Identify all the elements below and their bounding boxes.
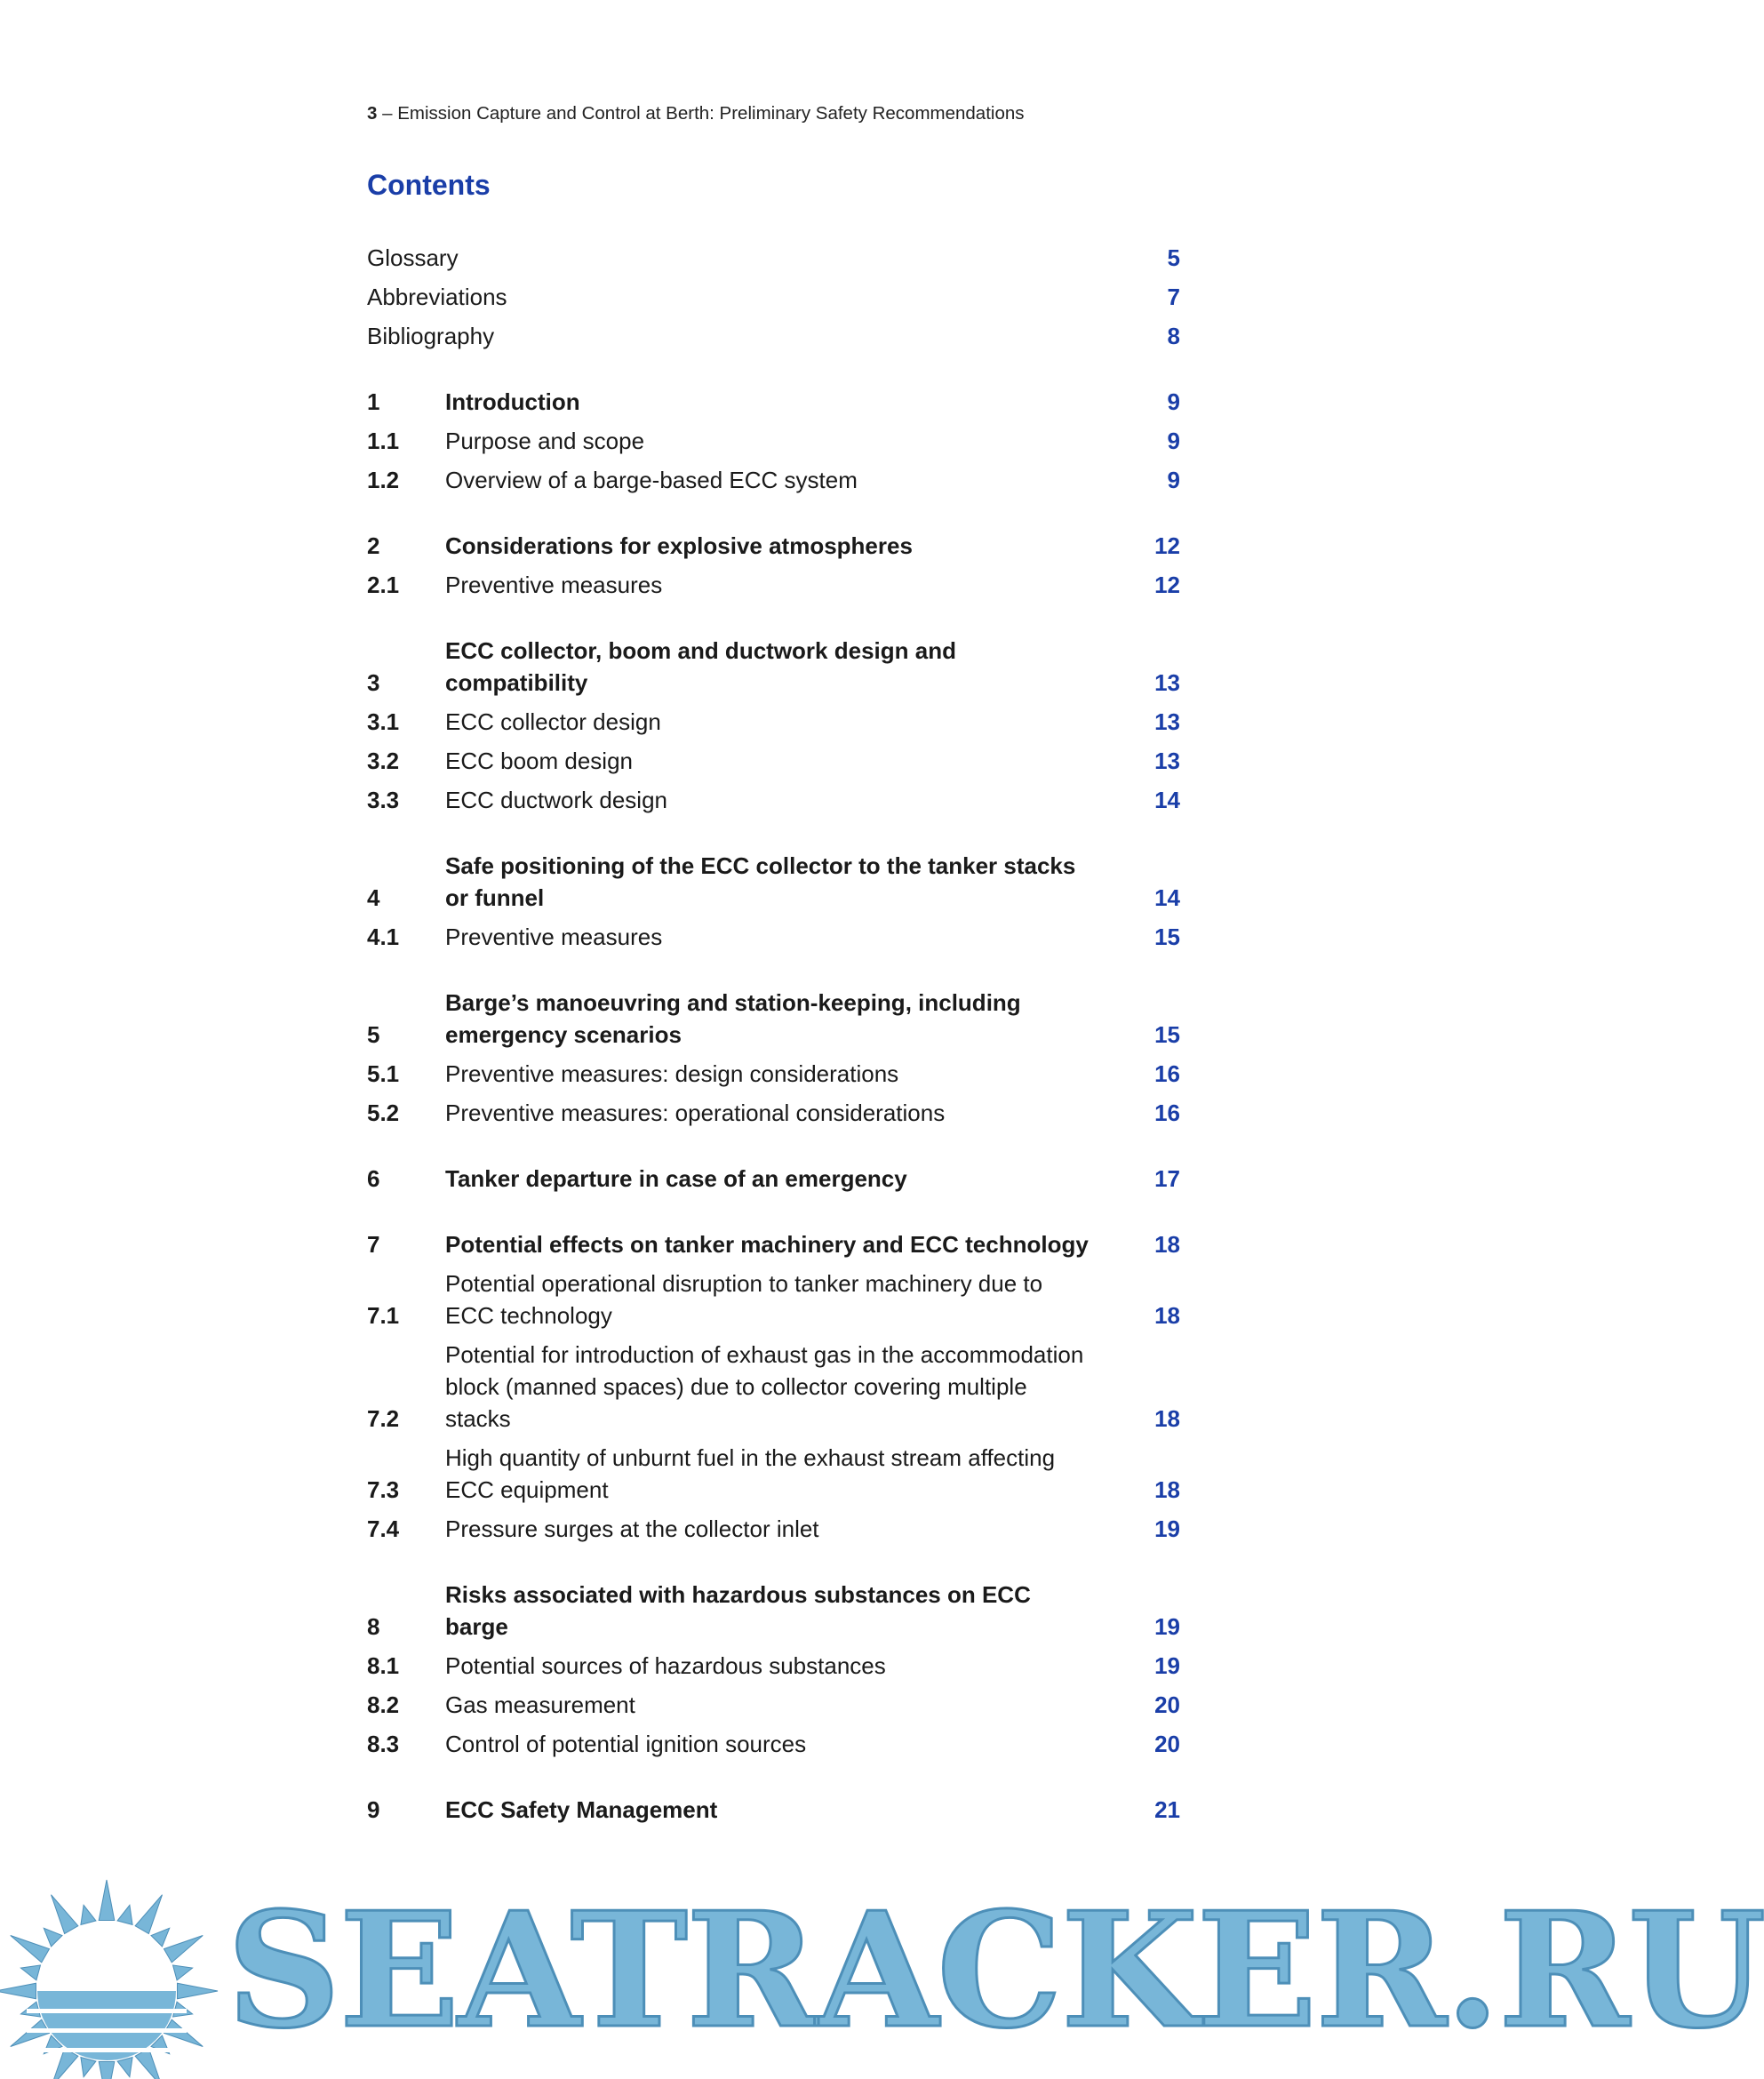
toc-chapter-entry[interactable]	[367, 1163, 1180, 1195]
toc-entry-title: Safe positioning of the ECC collector to the tanker stacks or funnel	[445, 852, 1076, 911]
toc-entry-title: Introduction	[445, 388, 580, 415]
toc-entry-page: 20	[1154, 1731, 1180, 1757]
table-of-contents	[367, 242, 1180, 1859]
toc-subsection-entry[interactable]	[367, 1442, 1180, 1506]
toc-entry-number: 6	[367, 1165, 380, 1192]
toc-entry-page: 18	[1154, 1405, 1180, 1432]
toc-entry[interactable]	[367, 242, 1180, 274]
toc-subsection-entry[interactable]	[367, 1513, 1180, 1545]
toc-entry-page: 14	[1154, 884, 1180, 911]
toc-entry-page: 9	[1167, 388, 1180, 415]
toc-section-group	[367, 386, 1180, 496]
toc-entry-page: 5	[1167, 244, 1180, 271]
toc-chapter-entry[interactable]	[367, 850, 1180, 914]
toc-section-group	[367, 850, 1180, 953]
toc-entry-title: Tanker departure in case of an emergency	[445, 1165, 907, 1192]
sun-ray	[81, 2058, 96, 2077]
toc-entry-page: 13	[1154, 708, 1180, 735]
toc-subsection-entry[interactable]	[367, 1728, 1180, 1760]
toc-entry-page: 9	[1167, 428, 1180, 454]
sun-ray	[81, 1905, 96, 1924]
toc-entry-title: Risks associated with hazardous substances on ECC barge	[445, 1581, 1031, 1640]
toc-entry-number: 8.3	[367, 1731, 400, 1757]
header-page-number: 3	[367, 103, 378, 124]
sun-ray	[164, 1936, 203, 1963]
toc-subsection-entry[interactable]	[367, 425, 1180, 457]
toc-entry-title: Potential operational disruption to tanker machinery due to ECC technology	[445, 1270, 1043, 1329]
toc-entry-number: 2	[367, 532, 380, 559]
toc-chapter-entry[interactable]	[367, 1228, 1180, 1260]
toc-entry-number: 4.1	[367, 924, 400, 950]
sun-ray	[178, 1983, 218, 1999]
toc-section-group	[367, 1794, 1180, 1826]
toc-entry-number: 7.2	[367, 1405, 400, 1432]
toc-chapter-entry[interactable]	[367, 1794, 1180, 1826]
toc-entry-title: ECC collector, boom and ductwork design and compatibility	[445, 637, 956, 696]
toc-entry-number: 3.2	[367, 748, 400, 774]
toc-subsection-entry[interactable]	[367, 1689, 1180, 1721]
toc-subsection-entry[interactable]	[367, 745, 1180, 777]
toc-entry-number: 7.1	[367, 1302, 400, 1329]
toc-entry-number: 7.3	[367, 1476, 400, 1503]
sun-ray	[117, 1905, 132, 1924]
toc-subsection-entry[interactable]	[367, 784, 1180, 816]
toc-subsection-entry[interactable]	[367, 921, 1180, 953]
toc-entry-page: 9	[1167, 467, 1180, 493]
toc-subsection-entry[interactable]	[367, 569, 1180, 601]
toc-section-group	[367, 530, 1180, 601]
toc-entry-number: 1.1	[367, 428, 400, 454]
toc-entry-title: Potential effects on tanker machinery and ECC technology	[445, 1231, 1089, 1258]
toc-entry-number: 9	[367, 1796, 380, 1823]
toc-section-group	[367, 1163, 1180, 1195]
toc-subsection-entry[interactable]	[367, 464, 1180, 496]
toc-entry-title: ECC Safety Management	[445, 1796, 718, 1823]
toc-sections	[367, 386, 1180, 1826]
toc-chapter-entry[interactable]	[367, 1579, 1180, 1643]
toc-entry-number: 7.4	[367, 1515, 400, 1542]
toc-entry-page: 19	[1154, 1515, 1180, 1542]
toc-entry-number: 1.2	[367, 467, 400, 493]
sun-ray	[99, 2062, 115, 2079]
toc-entry-number: 3.1	[367, 708, 400, 735]
toc-entry-page: 8	[1167, 323, 1180, 349]
toc-subsection-entry[interactable]	[367, 1097, 1180, 1129]
toc-entry-page: 18	[1154, 1476, 1180, 1503]
toc-entry-number: 4	[367, 884, 380, 911]
toc-entry-page: 13	[1154, 669, 1180, 696]
toc-entry-title: Preventive measures	[445, 924, 663, 950]
toc-entry-page: 15	[1154, 1021, 1180, 1048]
toc-entry-title: Purpose and scope	[445, 428, 645, 454]
toc-section-group	[367, 1579, 1180, 1760]
toc-entry-number: 1	[367, 388, 380, 415]
toc-entry-page: 18	[1154, 1302, 1180, 1329]
sun-ray	[52, 1895, 78, 1934]
toc-section-group	[367, 987, 1180, 1129]
sun-ray	[52, 2048, 78, 2079]
toc-front-matter	[367, 242, 1180, 352]
toc-entry-title: Barge’s manoeuvring and station-keeping, including emergency scenarios	[445, 989, 1021, 1048]
toc-chapter-entry[interactable]	[367, 987, 1180, 1051]
toc-entry-page: 14	[1154, 787, 1180, 813]
toc-entry-number: 8.1	[367, 1652, 400, 1679]
toc-entry-number: 3.3	[367, 787, 400, 813]
sun-ray	[135, 1895, 162, 1934]
sun-ray	[164, 2019, 203, 2046]
sun-ray	[99, 1880, 115, 1920]
toc-entry[interactable]	[367, 320, 1180, 352]
sun-ray	[20, 1965, 40, 1980]
toc-entry-number: 7	[367, 1231, 380, 1258]
toc-chapter-entry[interactable]	[367, 530, 1180, 562]
toc-entry-page: 12	[1154, 572, 1180, 598]
sun-ray	[173, 1965, 193, 1980]
toc-entry-number: 8	[367, 1613, 380, 1640]
toc-section-group	[367, 635, 1180, 816]
toc-subsection-entry[interactable]	[367, 1058, 1180, 1090]
toc-entry-page: 21	[1154, 1796, 1180, 1823]
toc-entry-number: 3	[367, 669, 380, 696]
toc-entry-title: Abbreviations	[367, 284, 507, 310]
toc-entry-page: 16	[1154, 1060, 1180, 1087]
toc-entry-title: ECC collector design	[445, 708, 661, 735]
toc-entry-title: Control of potential ignition sources	[445, 1731, 807, 1757]
toc-entry-title: High quantity of unburnt fuel in the exhaust stream affecting ECC equipment	[445, 1444, 1056, 1503]
toc-entry-title: Preventive measures	[445, 572, 663, 598]
toc-entry-title: Preventive measures: design considerations	[445, 1060, 899, 1087]
running-header	[367, 103, 1025, 124]
sun-ray	[117, 2058, 132, 2077]
toc-chapter-entry[interactable]	[367, 635, 1180, 699]
sun-ray	[11, 2019, 50, 2046]
toc-entry-title: Potential sources of hazardous substances	[445, 1652, 886, 1679]
watermark-text: SEATRACKER.RU	[227, 1877, 1764, 2063]
toc-entry-page: 7	[1167, 284, 1180, 310]
sun-ray	[11, 1936, 50, 1963]
toc-entry-number: 8.2	[367, 1691, 400, 1718]
toc-entry-page: 16	[1154, 1099, 1180, 1126]
toc-entry-title: Glossary	[367, 244, 459, 271]
page-title: Contents	[367, 169, 491, 201]
toc-entry-page: 13	[1154, 748, 1180, 774]
toc-chapter-entry[interactable]	[367, 386, 1180, 418]
toc-entry-page: 18	[1154, 1231, 1180, 1258]
sun-ray	[0, 1983, 36, 1999]
toc-entry-title: Pressure surges at the collector inlet	[445, 1515, 819, 1542]
toc-entry-number: 5	[367, 1021, 380, 1048]
toc-entry[interactable]	[367, 281, 1180, 313]
sun-ray	[135, 2048, 162, 2079]
toc-subsection-entry[interactable]	[367, 1267, 1180, 1331]
toc-entry-title: Overview of a barge-based ECC system	[445, 467, 858, 493]
toc-entry-page: 20	[1154, 1691, 1180, 1718]
toc-entry-title: Potential for introduction of exhaust gas in the accommodation block (manned spaces) due to collector covering multiple stacks	[445, 1341, 1084, 1432]
toc-subsection-entry[interactable]	[367, 1339, 1180, 1435]
toc-entry-title: Gas measurement	[445, 1691, 635, 1718]
toc-entry-number: 2.1	[367, 572, 400, 598]
toc-entry-title: Considerations for explosive atmospheres	[445, 532, 913, 559]
header-doc-title: Emission Capture and Control at Berth: Preliminary Safety Recommendations	[397, 103, 1025, 124]
toc-entry-title: ECC boom design	[445, 748, 633, 774]
toc-entry-page: 19	[1154, 1613, 1180, 1640]
toc-entry-page: 12	[1154, 532, 1180, 559]
toc-entry-title: ECC ductwork design	[445, 787, 667, 813]
toc-entry-page: 19	[1154, 1652, 1180, 1679]
toc-entry-number: 5.2	[367, 1099, 400, 1126]
toc-subsection-entry[interactable]	[367, 1650, 1180, 1682]
toc-section-group	[367, 1228, 1180, 1545]
toc-entry-title: Preventive measures: operational considerations	[445, 1099, 946, 1126]
toc-entry-title: Bibliography	[367, 323, 495, 349]
header-dash: –	[382, 103, 393, 124]
toc-subsection-entry[interactable]	[367, 706, 1180, 738]
toc-entry-page: 17	[1154, 1165, 1180, 1192]
toc-entry-number: 5.1	[367, 1060, 400, 1087]
toc-entry-page: 15	[1154, 924, 1180, 950]
